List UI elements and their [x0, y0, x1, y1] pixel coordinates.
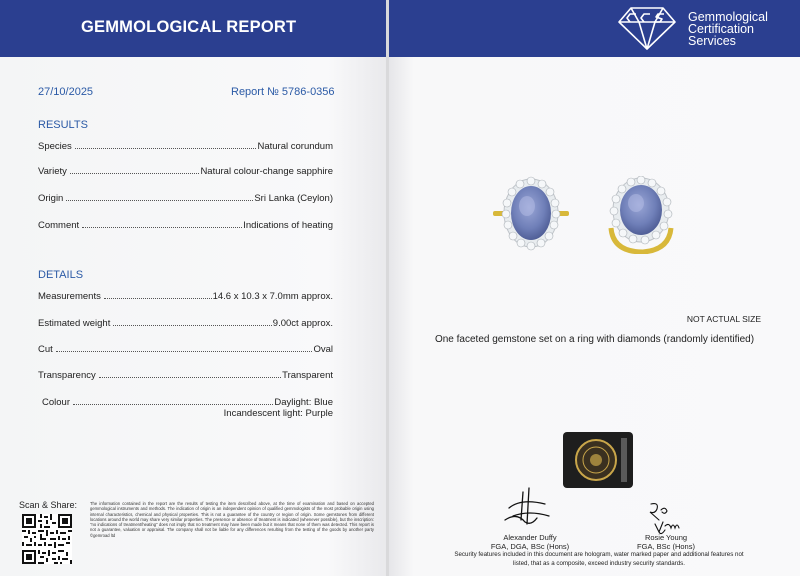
row-value: Sri Lanka (Ceylon): [254, 193, 333, 204]
company-name: Gemmological Certification Services: [688, 10, 768, 48]
details-row-measurements: [38, 288, 333, 302]
row-value: Transparent: [282, 370, 333, 381]
details-row-colour: [42, 394, 333, 408]
row-value: Indications of heating: [243, 220, 333, 231]
details-row-cut: [38, 341, 333, 355]
results-row-variety: [38, 163, 333, 177]
row-label: Variety: [38, 166, 67, 177]
not-actual-size-note: NOT ACTUAL SIZE: [686, 314, 761, 324]
row-label: Origin: [38, 193, 64, 204]
results-row-comment: [38, 217, 333, 231]
signer-qualifications: FGA, DGA, BSc (Hons): [490, 542, 570, 551]
signer-name: Alexander Duffy: [503, 533, 557, 542]
gcs-logo-icon: [617, 6, 677, 50]
row-value: Daylight: Blue: [274, 397, 333, 408]
header-band-right: [389, 0, 800, 57]
ring-top-view: [493, 177, 569, 250]
left-page: [0, 0, 386, 576]
row-value: Oval: [313, 344, 333, 355]
signer-name: Rosie Young: [644, 533, 688, 542]
right-page: [389, 0, 800, 576]
disclaimer-text: The information contained in the report are the results of testing the item described above, at the time of examination and based on accepted gemmological instruments and methods. The indication of origin is an independent opinion of qualified gemmologists of the most probable origin using internal characteristics, chemical and physical properties. This is not a guarantee of the country or region of origin. Some gemstones from different locations around the world may share very similar properties. The presence or absence of treatment is indicated (whenever possible), but the inscription: "no indications of treatment/heating" does not imply that no treatment may have been made but it means that none of them was detected. This report is not a guarantee, valuation or appraisal. The company shall not be liable for any differences resulting from the testing of the goods by another party ©gemroad ltd: [90, 501, 374, 538]
details-row-weight: [38, 315, 333, 329]
row-label: Transparency: [38, 370, 96, 381]
signature-rosie-young: [645, 500, 685, 536]
security-features-note: Security features included in this document are hologram, water marked paper and additional features not listed, that as a composite, exceed industry security standards.: [454, 551, 744, 567]
row-label: Cut: [38, 344, 53, 355]
results-row-origin: [38, 190, 333, 204]
colour-incandescent: Incandescent light: Purple: [223, 408, 333, 419]
row-label: Estimated weight: [38, 318, 111, 329]
row-label: Colour: [42, 397, 70, 408]
header-band: [0, 0, 386, 57]
row-label: Measurements: [38, 291, 101, 302]
signature-alexander-duffy: [499, 486, 551, 528]
row-value: 14.6 x 10.3 x 7.0mm approx.: [212, 291, 333, 302]
report-title: GEMMOLOGICAL REPORT: [81, 18, 297, 36]
row-value: Natural corundum: [257, 141, 333, 152]
row-label: Species: [38, 141, 72, 152]
item-description: One faceted gemstone set on a ring with diamonds (randomly identified): [434, 334, 755, 345]
ring-angled-view: [610, 176, 672, 252]
signer-qualifications: FGA, BSc (Hons): [637, 542, 695, 551]
ring-photographs: [493, 176, 683, 254]
qr-code[interactable]: [22, 514, 72, 564]
row-value: 9.00ct approx.: [272, 318, 333, 329]
row-value: Natural colour-change sapphire: [200, 166, 333, 177]
signer-rosie-young: [621, 533, 711, 551]
signer-alexander-duffy: [475, 533, 585, 551]
row-label: Comment: [38, 220, 80, 231]
results-heading: RESULTS: [38, 119, 88, 131]
report-number: Report № 5786-0356: [231, 86, 335, 98]
report-date: 27/10/2025: [38, 86, 94, 98]
details-heading: DETAILS: [38, 269, 84, 281]
details-row-transparency: [38, 367, 333, 381]
scan-share-label: Scan & Share:: [19, 500, 78, 510]
security-hologram-seal: [563, 432, 633, 488]
results-row-species: [38, 138, 333, 152]
